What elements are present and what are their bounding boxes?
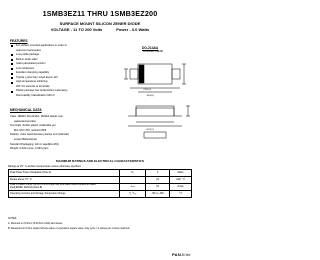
mechanical-line: Weight: 0.003 ounce, 0.093 gram xyxy=(10,147,49,151)
voltage-power-line xyxy=(0,27,200,32)
value-cell: 15 xyxy=(146,184,170,191)
mechanical-line: Standard Packaging: 12mm tape(EIA-481) xyxy=(10,142,59,146)
mechanical-data-heading: MECHANICAL DATA xyxy=(10,108,42,112)
feature-item: Low profile package xyxy=(10,53,106,58)
power-rating: Power - 3.0 Watts xyxy=(116,27,150,32)
page-title: 1SMB3EZ11 THRU 1SMB3EZ200 xyxy=(42,9,158,18)
voltage-range: VOLTAGE - 11 TO 200 Volts xyxy=(50,27,103,32)
feature-item: Glass passivated junction xyxy=(10,62,106,67)
note-line: B. Measured on 8.3ms single half sine wave or equivalent square wave, duty cycle = 4 pulses per minute maximum. xyxy=(8,227,131,230)
symbol-cell: Iₒₛₘ xyxy=(120,184,146,191)
feature-item: 260 °10 seconds at terminals xyxy=(16,84,50,88)
feature-item: Excellent clamping capability xyxy=(10,71,106,76)
package-name: DO-214AA xyxy=(142,46,159,50)
feature-item: Typical I₄ less than 1.0μA above 11V xyxy=(10,76,106,81)
mechanical-line: Terminals: Solder plated, solderable per xyxy=(10,124,56,128)
value-cell: -55 to +150 xyxy=(146,191,170,198)
param-line: Peak Forward Surge Current 8.3ms single half sine-wave superimposed on rated xyxy=(10,183,96,187)
feature-item: Plastic package has Underwriters Laboratory xyxy=(10,89,106,94)
table-row xyxy=(9,170,192,177)
note-line: A. Mounted on 5.0mm² (0.013mm thick) land areas. xyxy=(8,222,63,225)
features-heading: FEATURES xyxy=(10,39,28,43)
feature-item: Built-in strain relief xyxy=(10,58,106,63)
param-line: load(JEDEC Method) (Note B) xyxy=(10,186,43,189)
notes-section xyxy=(8,216,131,231)
feature-item: High temperature soldering: xyxy=(10,80,106,85)
mechanical-line: except Bidirectional xyxy=(14,137,37,141)
symbol-cell: Tⱼ, Tₛₜᵧ xyxy=(120,191,146,198)
feature-item: optimum board space xyxy=(16,48,41,52)
unit-cell: ° C xyxy=(170,191,192,198)
mechanical-line: Case: JEDEC DO-214AA, Molded plastic over xyxy=(10,115,64,118)
dim-label: .087(2.2) xyxy=(146,129,155,131)
param-cell: Derate above 75 ° C xyxy=(9,177,120,184)
brand-logo xyxy=(172,252,191,257)
package-model: MODIFIED J-BEND xyxy=(143,51,164,53)
table-row xyxy=(9,184,192,191)
unit-cell: Watts xyxy=(170,170,192,177)
logo-suffix: Jilite xyxy=(181,252,191,257)
param-cell: Operating Junction and Storage Temperature Range xyxy=(9,191,120,198)
value-cell: 3 xyxy=(146,170,170,177)
feature-item: For surface mounted applications in order to xyxy=(10,44,106,49)
lead-left xyxy=(130,69,138,79)
mechanical-data-text xyxy=(10,115,102,152)
ratings-title: MAXIMUM RATINGS AND ELECTRICAL CHARACTERISTICS xyxy=(56,159,144,163)
page-subtitle: SURFACE MOUNT SILICON ZENER DIODE xyxy=(59,21,141,26)
symbol-cell xyxy=(120,177,146,184)
features-list xyxy=(10,44,106,99)
value-cell: 24 xyxy=(146,177,170,184)
cathode-band xyxy=(139,65,144,83)
param-cell xyxy=(9,184,120,191)
logo-main: PAN xyxy=(172,252,182,257)
feature-item: Flammability Classification 94V-O xyxy=(16,94,55,98)
symbol-cell: P₀ xyxy=(120,170,146,177)
package-outline-diagram xyxy=(108,56,194,146)
dim-label: .180(4.6) xyxy=(146,95,155,97)
param-cell: Peak Pulse Power Dissipation (Note A) xyxy=(9,170,120,177)
unit-cell: Amps xyxy=(170,184,192,191)
mechanical-line: passivated junction xyxy=(14,119,37,123)
unit-cell: mW/ ° C xyxy=(170,177,192,184)
table-row xyxy=(9,191,192,198)
dim-label: .210(5.3) xyxy=(143,89,152,91)
lead-right xyxy=(172,69,180,79)
ratings-table xyxy=(8,169,192,198)
mechanical-line: MIL-STD-750, method 2026 xyxy=(14,128,47,132)
mechanical-line: Polarity: Color band denotes positive end (cathode) xyxy=(10,133,69,137)
feature-item: Low inductance xyxy=(10,67,106,72)
ratings-note: Ratings at 25 ° C ambient temperature unless otherwise specified. xyxy=(8,165,82,168)
notes-heading: NOTES: xyxy=(8,217,17,220)
